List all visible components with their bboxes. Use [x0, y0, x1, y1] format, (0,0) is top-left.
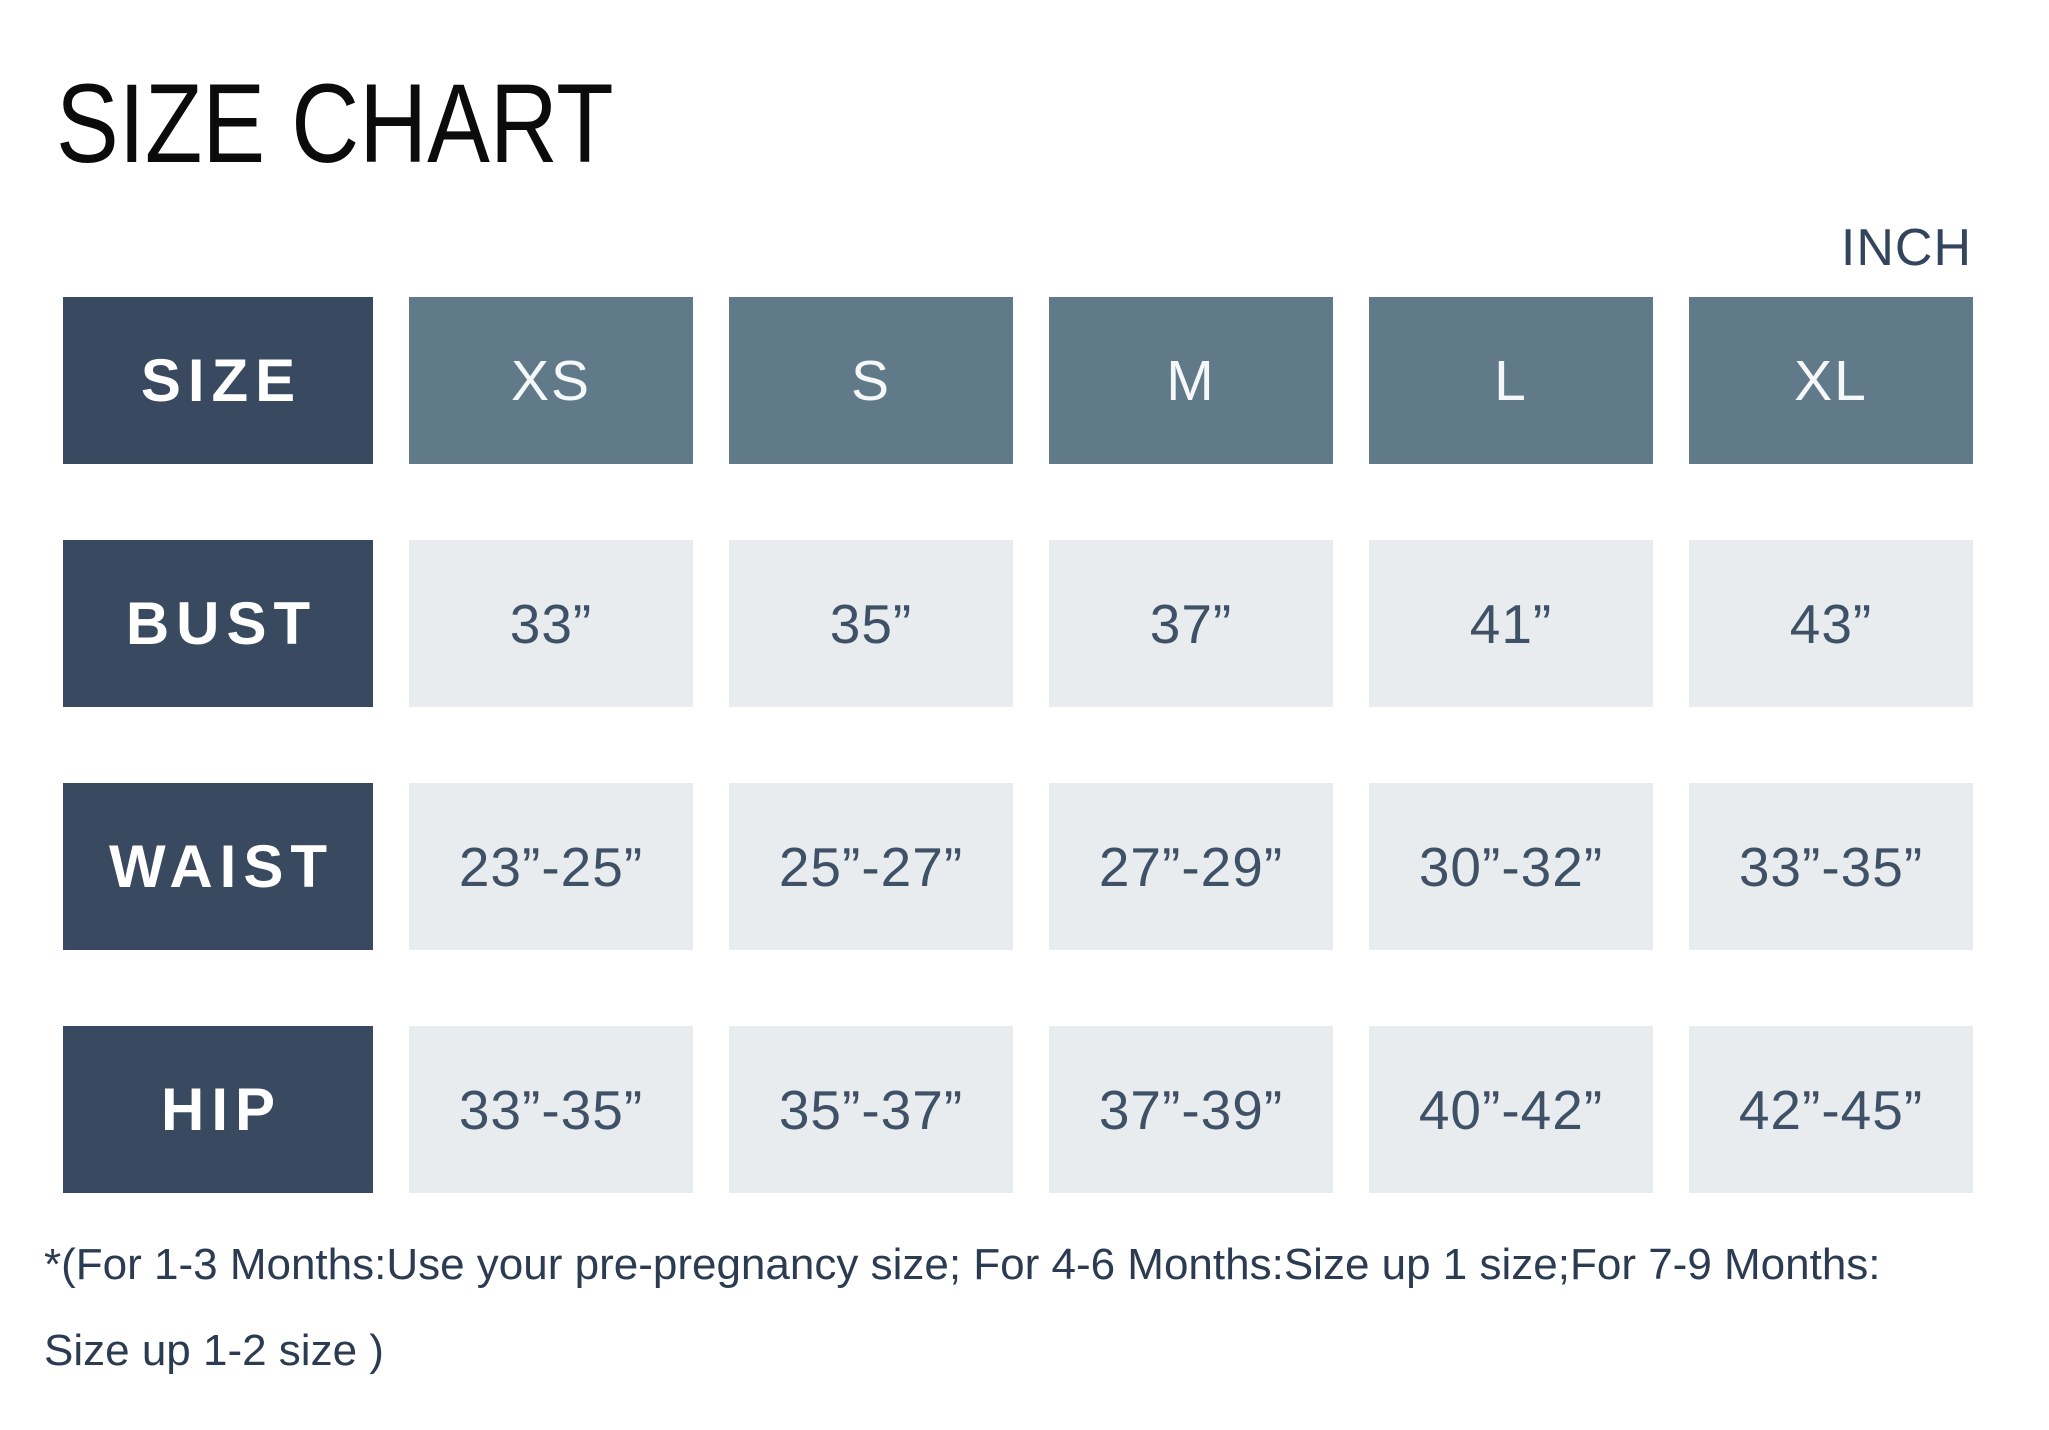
row-label-hip: HIP — [63, 1026, 373, 1193]
cell-hip-l: 40”-42” — [1369, 1026, 1653, 1193]
page-title: SIZE CHART — [56, 61, 614, 186]
cell-hip-xl: 42”-45” — [1689, 1026, 1973, 1193]
header-col-l: L — [1369, 297, 1653, 464]
header-size-label: SIZE — [63, 297, 373, 464]
cell-bust-xs: 33” — [409, 540, 693, 707]
cell-bust-s: 35” — [729, 540, 1013, 707]
footnote — [44, 1222, 2004, 1394]
row-label-bust: BUST — [63, 540, 373, 707]
cell-hip-xs: 33”-35” — [409, 1026, 693, 1193]
cell-waist-s: 25”-27” — [729, 783, 1013, 950]
header-col-xs: XS — [409, 297, 693, 464]
cell-waist-l: 30”-32” — [1369, 783, 1653, 950]
footnote-line-2: Size up 1-2 size ) — [44, 1326, 384, 1375]
cell-hip-s: 35”-37” — [729, 1026, 1013, 1193]
cell-bust-m: 37” — [1049, 540, 1333, 707]
header-col-xl: XL — [1689, 297, 1973, 464]
cell-waist-xs: 23”-25” — [409, 783, 693, 950]
row-label-waist: WAIST — [63, 783, 373, 950]
cell-hip-m: 37”-39” — [1049, 1026, 1333, 1193]
cell-waist-xl: 33”-35” — [1689, 783, 1973, 950]
cell-bust-l: 41” — [1369, 540, 1653, 707]
header-col-s: S — [729, 297, 1013, 464]
unit-label: INCH — [1840, 219, 1972, 277]
cell-waist-m: 27”-29” — [1049, 783, 1333, 950]
size-table — [63, 297, 1973, 1193]
footnote-line-1: *(For 1-3 Months:Use your pre-pregnancy size; For 4-6 Months:Size up 1 size;For 7-9 Months: — [44, 1240, 1881, 1289]
cell-bust-xl: 43” — [1689, 540, 1973, 707]
header-col-m: M — [1049, 297, 1333, 464]
